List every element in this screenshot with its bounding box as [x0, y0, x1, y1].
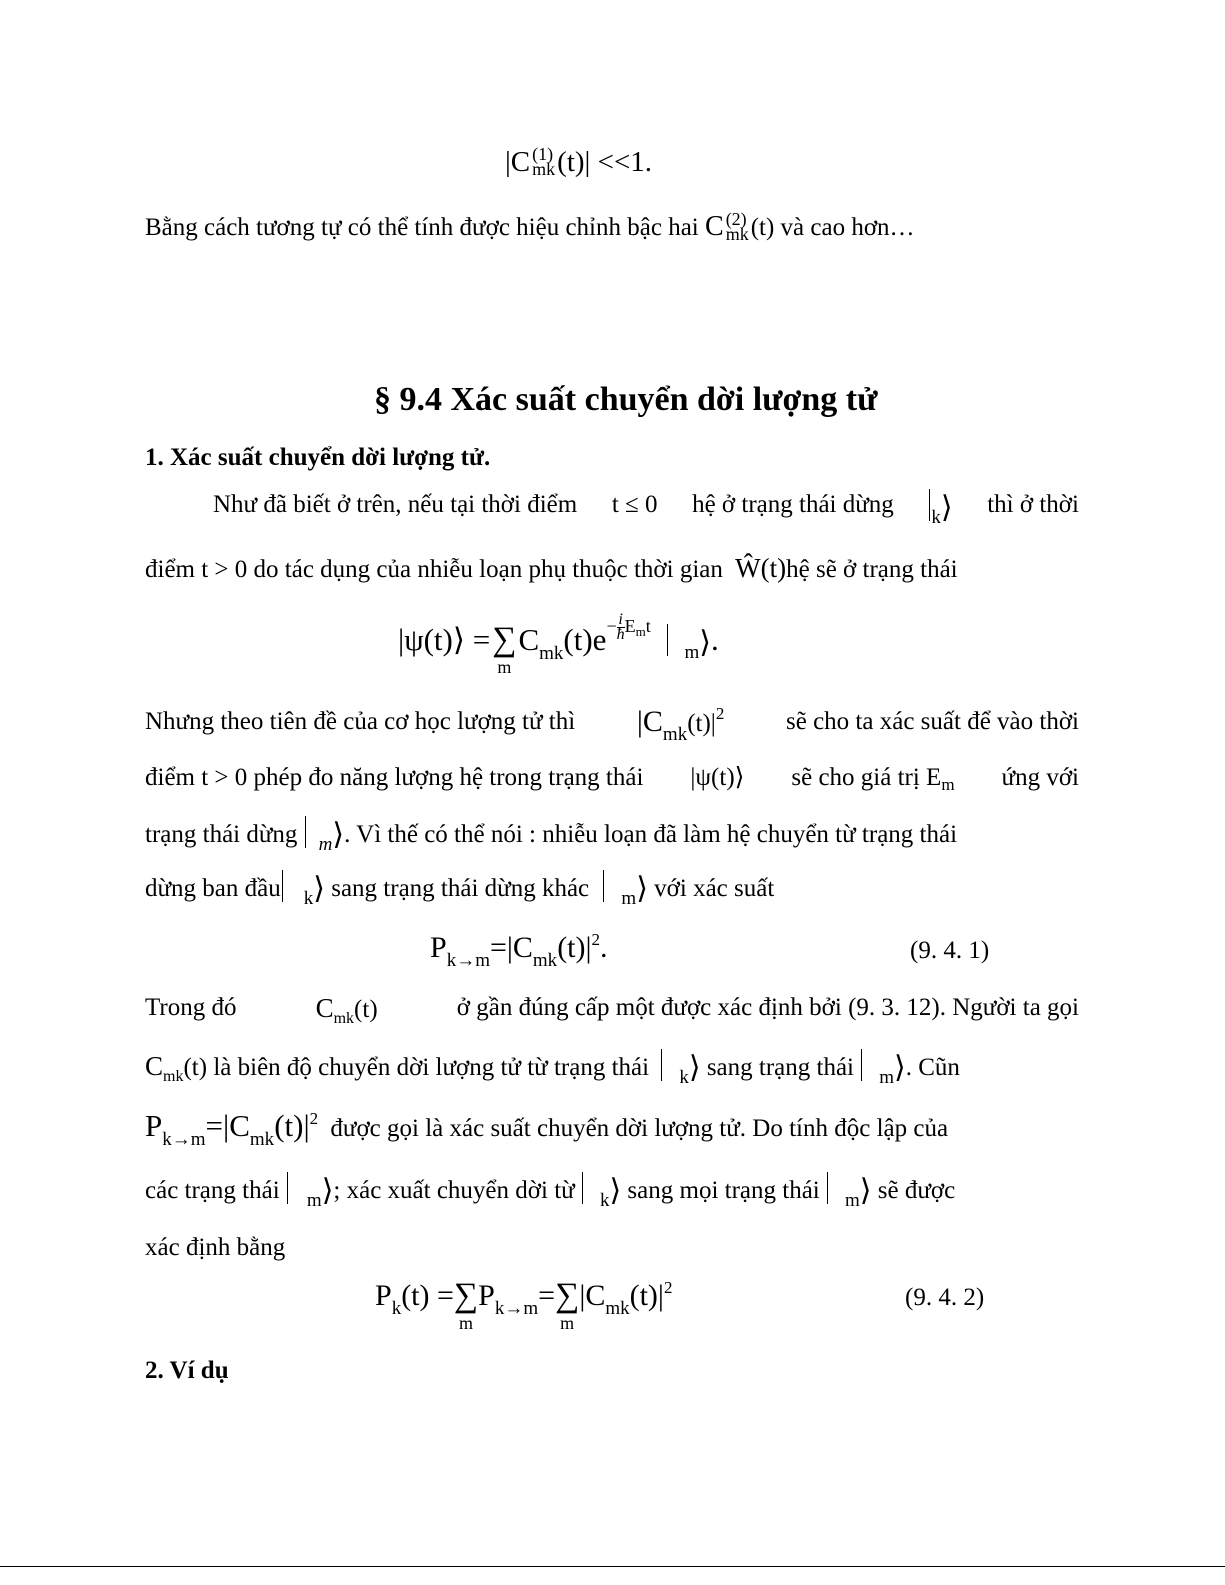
paragraph2-line4: dừng ban đầu $_k$⟩ sang trạng thái dừng khác $_m$⟩ với xác suất: [145, 872, 775, 909]
text-line-approx: Bằng cách tương tự có thể tính được hiệu chỉnh bậc hai C (2) mk (t) và cao hơn…: [145, 209, 915, 245]
paragraph1-line1: Như đã biết ở trên, nếu tại thời điểm t ≤ 0 hệ ở trạng thái dừng $_k$⟩ thì ở thời: [213, 491, 1079, 528]
paragraph1-line2: điểm t > 0 do tác dụng của nhiễu loạn phụ thuộc thời gian Ŵ(t)hệ sẽ ở trạng thái: [145, 553, 958, 583]
page-bottom-rule: [0, 1566, 1225, 1567]
paragraph3-line3: $P_{k\to m}=|C_{mk}(t)|^2$ được gọi là xác suất chuyển dời lượng tử. Do tính độc lập của: [145, 1108, 949, 1150]
condition-equation: |C (1) mk (t)| <<1.: [505, 144, 653, 180]
psi-expansion-equation: |ψ(t)⟩ = ∑ m $C_{mk}(t)e^{- \frac{i}{ħ} E_mt}$ $_m$⟩.: [398, 611, 719, 677]
paragraph3-line4: các trạng thái $_m$⟩; xác xuất chuyển dời từ $_k$⟩ sang mọi trạng thái $_m$⟩ sẽ được: [145, 1174, 956, 1211]
equation-number-2: (9. 4. 2): [905, 1284, 985, 1311]
paragraph3-line2: $C_{mk}(t)$ là biên độ chuyển dời lượng tử từ trạng thái $_k$⟩ sang trạng thái $_m$⟩. Cũn: [145, 1051, 960, 1088]
paragraph2-line3: trạng thái dừng $_m$⟩. Vì thế có thể nói : nhiễu loạn đã làm hệ chuyển từ trạng thái: [145, 818, 958, 855]
equation-9-4-1: $P_{k\to m}=|C_{mk}(t)|^2$.: [430, 930, 608, 971]
paragraph3-line5: xác định bằng: [145, 1234, 286, 1261]
section-title: § 9.4 Xác suất chuyển dời lượng tử: [374, 381, 878, 418]
paragraph3-line1: Trong đó $C_{mk}(t)$ ở gần đúng cấp một được xác định bởi (9. 3. 12). Người ta gọi: [145, 993, 1079, 1027]
subsection-heading-1: 1. Xác suất chuyển dời lượng tử.: [145, 444, 491, 471]
subsection-heading-2: 2. Ví dụ: [145, 1357, 229, 1384]
equation-number-1: (9. 4. 1): [910, 937, 990, 964]
paragraph2-line2: điểm t > 0 phép đo năng lượng hệ trong trạng thái |ψ(t)⟩ sẽ cho giá trị $E_m$ ứng với: [145, 764, 1079, 794]
paragraph2-line1: Nhưng theo tiên đề của cơ học lượng tử thì $|C_{mk}(t)|^2$ sẽ cho ta xác suất để vào thời: [145, 704, 1079, 745]
equation-9-4-2: $P_k(t)$ = ∑ m $P_{k\to m}=$ ∑ m $|C_{mk}(t)|^2$: [375, 1277, 673, 1333]
